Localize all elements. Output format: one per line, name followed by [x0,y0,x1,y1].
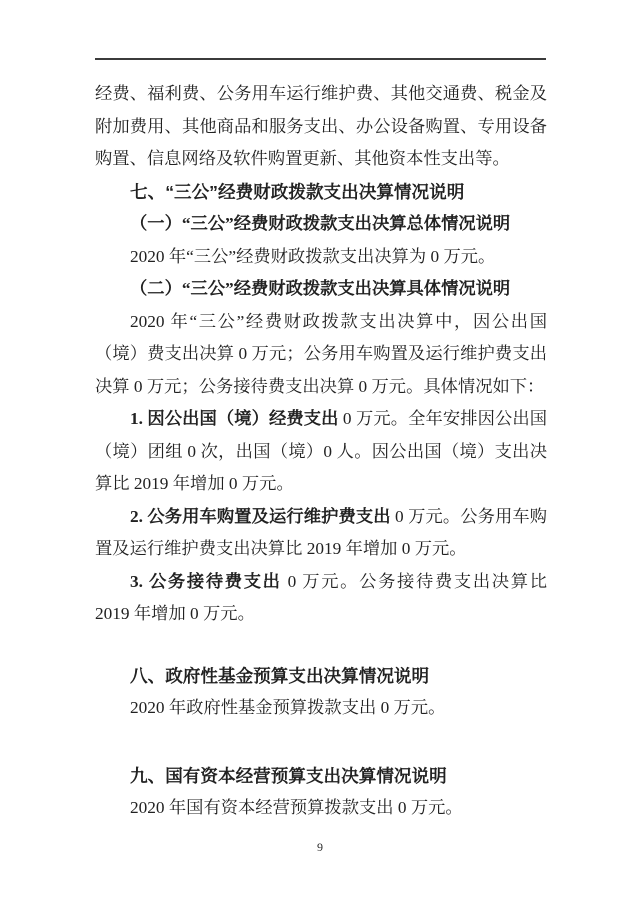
numbered-item-3-body: 0 万元。公务接待费支出决算比 2019 年增加 0 万元。 [95,571,547,623]
numbered-item-3-bold-lead: 3. 公务接待费支出 [130,571,282,591]
header-rule [95,58,546,60]
numbered-item-1-bold-lead: 1. 因公出国（境）经费支出 [130,409,339,428]
paragraph-specific-breakdown: 2020 年“三公”经费财政拨款支出决算中，因公出国（境）费支出决算 0 万元；公务用车购置及运行维护费支出决算 0 万元；公务接待费支出决算 0 万元。具体情况如下： [95,311,547,396]
page-content [95,78,547,825]
numbered-item-3-reception-expense [95,566,547,631]
subsection-heading-1-overall: （一）“三公”经费财政拨款支出决算总体情况说明 [130,214,511,233]
numbered-item-1-abroad-expense [95,403,547,501]
section-heading-8-government-funds: 八、政府性基金预算支出决算情况说明 [130,665,430,686]
paragraph-government-funds-total: 2020 年政府性基金预算拨款支出 0 万元。 [130,698,446,717]
section-heading-7-three-public-funds: 七、“三公”经费财政拨款支出决算情况说明 [130,181,465,202]
numbered-item-2-bold-lead: 2. 公务用车购置及运行维护费支出 [130,506,391,526]
numbered-item-2-body: 0 万元。公务用车购置及运行维护费支出决算比 2019 年增加 0 万元。 [95,506,547,558]
numbered-item-2-vehicle-expense [95,501,547,566]
page-number: 9 [317,840,323,854]
paragraph-state-capital-total: 2020 年国有资本经营预算拨款支出 0 万元。 [130,798,463,817]
paragraph-overall-total: 2020 年“三公”经费财政拨款支出决算为 0 万元。 [130,246,496,266]
subsection-heading-2-specific: （二）“三公”经费财政拨款支出决算具体情况说明 [130,279,511,298]
paragraph-expense-categories-continuation: 经费、福利费、公务用车运行维护费、其他交通费、税金及附加费用、其他商品和服务支出、办公设备购置、专用设备购置、信息网络及软件购置更新、其他资本性支出等。 [95,84,547,168]
numbered-item-1-body: 0 万元。全年安排因公出国（境）团组 0 次，出国（境）0 人。因公出国（境）支出决算比 2019 年增加 0 万元。 [95,409,547,493]
section-heading-9-state-capital: 九、国有资本经营预算支出决算情况说明 [130,765,447,786]
